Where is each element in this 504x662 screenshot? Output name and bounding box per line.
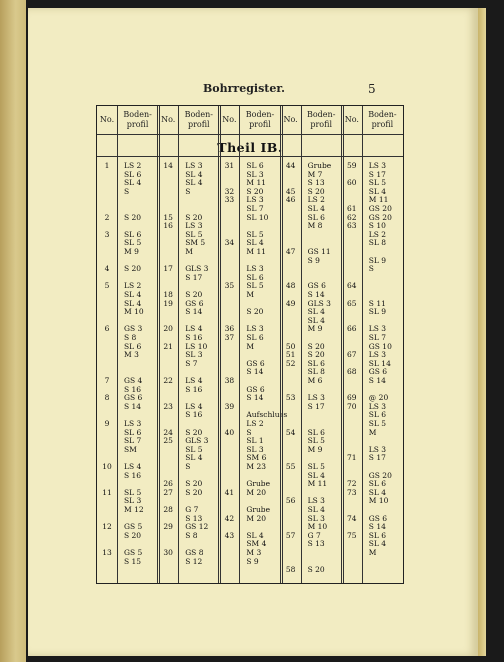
- profile-entry: SL 3: [185, 350, 203, 360]
- profile-entry: SL 14: [368, 358, 391, 368]
- profile-entry: GS 8: [185, 548, 204, 557]
- header-profile: [178, 110, 219, 130]
- profile-entry: S 11: [368, 298, 386, 308]
- profile-entry: S 8: [185, 530, 198, 540]
- profile-entry: SL 9: [368, 255, 387, 265]
- profile-entry: M 11: [246, 247, 266, 256]
- profile-entry: GS 5: [124, 522, 143, 532]
- profile-entry: SL 4: [185, 178, 203, 188]
- entry-number: 8: [104, 393, 110, 403]
- profile-entry: S 20: [307, 341, 325, 351]
- entry-number: 34: [224, 238, 235, 248]
- profile-entry: SL 6: [307, 427, 325, 437]
- entry-number: 32: [224, 186, 235, 196]
- entry-number: 71: [347, 453, 357, 463]
- profile-entry: SL 4: [124, 290, 142, 299]
- profile-entry: SM: [124, 444, 137, 454]
- profile-entry: SL 3: [246, 444, 264, 454]
- profile-entry: SL 5: [246, 229, 264, 239]
- profile-entry: S 17: [368, 169, 386, 179]
- entry-number: 40: [224, 427, 235, 437]
- profile-entry: S 20: [185, 212, 203, 222]
- profile-entry: M 11: [307, 479, 328, 489]
- profile-entry: GS 6: [368, 367, 388, 377]
- entry-number: 67: [347, 350, 357, 360]
- entry-number: 56: [285, 496, 296, 506]
- profile-entry: LS 3: [368, 324, 387, 334]
- profile-entry: S 16: [185, 333, 203, 342]
- entry-number: 11: [102, 487, 112, 497]
- profile-entry: S 16: [124, 470, 142, 480]
- profile-entry: GS 6: [368, 513, 388, 523]
- entry-number: 29: [163, 522, 173, 532]
- profile-entry: M: [368, 548, 377, 557]
- number-divider: [178, 106, 179, 583]
- profile-entry: S 20: [124, 212, 142, 222]
- profile-entry: S 10: [368, 221, 386, 231]
- profile-entry: GS 20: [368, 204, 392, 213]
- profile-entry: M 11: [368, 195, 389, 205]
- profile-entry: S 20: [246, 307, 264, 317]
- profile-entry: LS 3: [368, 350, 387, 360]
- profile-entry: S 9: [307, 255, 320, 265]
- profile-entry: LS 3: [124, 419, 142, 428]
- entry-number: 23: [163, 401, 173, 411]
- section-title: Theil IB.: [217, 140, 283, 155]
- profile-entry: LS 2: [246, 419, 264, 428]
- entry-number: 5: [104, 281, 110, 291]
- column-divider: [280, 106, 281, 583]
- number-divider: [117, 106, 118, 583]
- profile-entry: SM 5: [185, 238, 206, 248]
- profile-entry: S 13: [307, 539, 325, 549]
- header-no: No.: [161, 115, 176, 124]
- entry-number: 64: [347, 281, 357, 291]
- profile-entry: LS 4: [124, 462, 142, 471]
- profile-entry: SM 6: [246, 453, 267, 463]
- profile-entry: S 9: [246, 556, 259, 566]
- entry-number: 55: [285, 462, 296, 471]
- header-profile-line: profil: [249, 120, 271, 129]
- profile-entry: LS 4: [185, 324, 203, 334]
- profile-entry: SL 8: [368, 238, 387, 248]
- profile-entry: M: [246, 290, 255, 299]
- header-no: No.: [344, 115, 359, 124]
- register-table: [96, 105, 404, 584]
- entry-number: 70: [347, 401, 357, 411]
- profile-entry: M 3: [124, 350, 139, 360]
- entry-number: 7: [104, 376, 110, 385]
- entry-number: 37: [224, 333, 235, 342]
- profile-entry: SL 5: [368, 178, 387, 188]
- entry-number: 27: [163, 487, 173, 497]
- section-rule: [97, 156, 403, 157]
- entry-number: 43: [224, 530, 235, 540]
- profile-entry: S 20: [185, 427, 203, 437]
- profile-entry: SL 6: [246, 272, 264, 282]
- profile-entry: SL 6: [124, 169, 142, 179]
- page-number: 5: [368, 82, 376, 96]
- entry-number: 22: [163, 376, 173, 385]
- entry-number: 12: [102, 522, 112, 532]
- entry-number: 13: [102, 548, 112, 557]
- entry-number: 50: [285, 341, 296, 351]
- profile-entry: LS 3: [307, 496, 325, 506]
- profile-entry: SL 5: [124, 238, 142, 248]
- profile-entry: SL 9: [368, 307, 387, 317]
- profile-entry: SL 4: [307, 315, 325, 325]
- entry-number: 19: [163, 298, 173, 308]
- profile-entry: SL 4: [124, 178, 142, 188]
- profile-entry: S 20: [307, 186, 325, 196]
- profile-entry: SL 4: [307, 204, 325, 213]
- profile-entry: M 9: [307, 444, 323, 454]
- profile-entry: GS 6: [246, 384, 265, 394]
- entry-number: 46: [285, 195, 296, 205]
- profile-entry: S 20: [185, 479, 203, 489]
- profile-entry: SL 4: [307, 307, 325, 317]
- header-profile-line: profil: [187, 120, 210, 129]
- profile-entry: LS 3: [185, 161, 203, 170]
- profile-entry: M: [246, 341, 255, 351]
- profile-entry: LS 3: [246, 195, 264, 205]
- right-page-edge: [478, 8, 486, 656]
- profile-entry: SL 6: [368, 479, 387, 489]
- profile-entry: LS 3: [246, 324, 264, 334]
- profile-entry: S 16: [185, 384, 203, 394]
- entry-number: 54: [285, 427, 296, 437]
- entry-number: 60: [347, 178, 357, 188]
- profile-entry: LS 3: [368, 401, 387, 411]
- header-rule: [97, 134, 403, 135]
- entry-number: 18: [163, 290, 173, 299]
- profile-entry: S 16: [185, 410, 203, 420]
- profile-entry: SL 4: [368, 186, 387, 196]
- header-profile: [301, 110, 342, 130]
- profile-entry: GS 12: [185, 522, 209, 532]
- entry-number: 25: [163, 436, 173, 446]
- profile-entry: S 8: [124, 333, 137, 342]
- profile-entry: SL 5: [368, 419, 387, 428]
- profile-entry: S 17: [307, 401, 325, 411]
- profile-entry: S 14: [124, 401, 142, 411]
- entry-number: 69: [347, 393, 357, 403]
- entry-number: 73: [347, 487, 357, 497]
- profile-entry: GS 20: [368, 470, 392, 480]
- profile-entry: SL 5: [307, 462, 325, 471]
- entry-number: 72: [347, 479, 357, 489]
- profile-entry: SL 6: [246, 333, 264, 342]
- profile-entry: SL 6: [124, 229, 142, 239]
- profile-entry: SL 3: [246, 169, 264, 179]
- entry-number: 17: [163, 264, 173, 274]
- profile-entry: SL 4: [368, 487, 387, 497]
- profile-entry: Grube: [246, 505, 271, 514]
- number-divider: [362, 106, 363, 583]
- entry-number: 59: [347, 161, 357, 170]
- profile-entry: S 14: [246, 393, 264, 403]
- column-divider: [220, 106, 221, 583]
- profile-entry: SL 6: [124, 341, 142, 351]
- profile-entry: SL 1: [246, 436, 264, 446]
- entry-number: 57: [285, 530, 296, 540]
- entry-number: 75: [347, 530, 357, 540]
- header-profile-line: profil: [371, 120, 394, 129]
- entry-number: 4: [104, 264, 110, 274]
- profile-entry: M 9: [307, 324, 323, 334]
- profile-entry: S 20: [185, 290, 203, 299]
- header-profile-line: Boden-: [184, 110, 213, 119]
- profile-entry: M 12: [124, 505, 144, 514]
- profile-entry: LS 2: [307, 195, 325, 205]
- profile-entry: GLS 3: [185, 436, 209, 446]
- profile-entry: M: [368, 427, 377, 437]
- entry-number: 24: [163, 427, 173, 437]
- profile-entry: GS 20: [368, 212, 392, 222]
- profile-entry: G 7: [185, 505, 199, 514]
- profile-entry: LS 3: [185, 221, 203, 231]
- profile-entry: SL 4: [368, 539, 387, 549]
- profile-entry: S 12: [185, 556, 203, 566]
- profile-entry: LS 4: [185, 401, 203, 411]
- profile-entry: SL 4: [307, 470, 325, 480]
- profile-entry: S 13: [307, 178, 325, 188]
- profile-entry: S 20: [307, 350, 325, 360]
- entry-number: 41: [224, 487, 235, 497]
- header-no: No.: [99, 115, 115, 124]
- header-no: No.: [283, 115, 298, 124]
- profile-entry: SL 4: [185, 169, 203, 179]
- book-page: [28, 8, 478, 656]
- entry-number: 14: [163, 161, 173, 170]
- profile-entry: S 20: [185, 487, 203, 497]
- left-page-edge: [0, 0, 26, 662]
- profile-entry: G 7: [307, 530, 321, 540]
- header-no: No.: [222, 115, 237, 124]
- entry-number: 47: [285, 247, 296, 256]
- profile-entry: SL 5: [246, 281, 264, 291]
- profile-entry: LS 10: [185, 341, 208, 351]
- profile-entry: S 20: [124, 264, 142, 274]
- entry-number: 53: [285, 393, 296, 403]
- profile-entry: LS 3: [368, 444, 387, 454]
- profile-entry: LS 3: [307, 393, 325, 403]
- profile-entry: SL 5: [185, 444, 203, 454]
- profile-entry: GS 3: [124, 324, 143, 334]
- entry-number: 61: [347, 204, 357, 213]
- profile-entry: S: [368, 264, 374, 274]
- profile-entry: GS 6: [246, 358, 265, 368]
- profile-entry: SM 4: [246, 539, 267, 549]
- header-profile-line: profil: [126, 120, 149, 129]
- entry-number: 10: [102, 462, 112, 471]
- profile-entry: GLS 3: [307, 298, 331, 308]
- profile-entry: S 14: [246, 367, 264, 377]
- profile-entry: SL 8: [307, 367, 325, 377]
- profile-entry: S: [185, 462, 191, 471]
- profile-entry: SL 5: [124, 487, 142, 497]
- profile-entry: SL 3: [307, 513, 325, 523]
- header-profile: [239, 110, 280, 130]
- profile-entry: S 15: [124, 556, 142, 566]
- profile-entry: S 20: [124, 530, 142, 540]
- profile-entry: SL 6: [307, 212, 325, 222]
- entry-number: 65: [347, 298, 357, 308]
- entry-number: 36: [224, 324, 235, 334]
- profile-entry: SL 6: [307, 358, 325, 368]
- profile-entry: SL 6: [368, 410, 387, 420]
- profile-entry: LS 2: [124, 281, 142, 291]
- entry-number: 38: [224, 376, 235, 385]
- profile-entry: SL 3: [124, 496, 142, 506]
- profile-entry: S: [124, 186, 130, 196]
- profile-entry: M 10: [307, 522, 328, 532]
- entry-number: 51: [285, 350, 296, 360]
- profile-entry: M 23: [246, 462, 266, 471]
- entry-number: 39: [224, 401, 235, 411]
- number-divider: [301, 106, 302, 583]
- profile-entry: GLS 3: [185, 264, 209, 274]
- column-divider: [157, 106, 158, 583]
- profile-entry: M 10: [368, 496, 389, 506]
- profile-entry: M 7: [307, 169, 323, 179]
- entry-number: 9: [104, 419, 110, 428]
- entry-number: 6: [104, 324, 110, 334]
- profile-entry: LS 2: [124, 161, 142, 170]
- profile-entry: Aufschluss: [246, 410, 288, 420]
- profile-entry: SL 4: [246, 530, 264, 540]
- profile-entry: GS 6: [307, 281, 326, 291]
- profile-entry: S 14: [307, 290, 325, 299]
- profile-entry: S 14: [185, 307, 203, 317]
- profile-entry: S: [185, 186, 191, 196]
- entry-number: 62: [347, 212, 357, 222]
- profile-entry: Grube: [307, 161, 332, 170]
- profile-entry: SL 7: [368, 333, 387, 342]
- profile-entry: M 11: [246, 178, 266, 188]
- header-profile-line: Boden-: [306, 110, 336, 119]
- profile-entry: S 17: [185, 272, 203, 282]
- profile-entry: SL 5: [185, 229, 203, 239]
- profile-entry: SL 4: [307, 505, 325, 514]
- entry-number: 3: [104, 229, 110, 239]
- header-profile-line: Boden-: [368, 110, 397, 119]
- column-divider: [343, 106, 344, 583]
- column-divider: [341, 106, 342, 583]
- entry-number: 35: [224, 281, 235, 291]
- profile-entry: SL 7: [124, 436, 142, 446]
- entry-number: 49: [285, 298, 296, 308]
- entry-number: 68: [347, 367, 357, 377]
- entry-number: 2: [104, 212, 110, 222]
- entry-number: 21: [163, 341, 173, 351]
- entry-number: 15: [163, 212, 173, 222]
- entry-number: 42: [224, 513, 235, 523]
- entry-number: 30: [163, 548, 173, 557]
- profile-entry: S 20: [307, 565, 325, 575]
- profile-entry: M 3: [246, 548, 262, 557]
- profile-entry: SL 10: [246, 212, 269, 222]
- header-profile-line: Boden-: [245, 110, 275, 119]
- entry-number: 48: [285, 281, 296, 291]
- profile-entry: SL 5: [307, 436, 325, 446]
- profile-entry: @ 20: [368, 393, 389, 403]
- profile-entry: GS 6: [124, 393, 143, 403]
- profile-entry: M 8: [307, 221, 323, 231]
- entry-number: 1: [104, 161, 110, 170]
- profile-entry: S 7: [185, 358, 198, 368]
- entry-number: 66: [347, 324, 357, 334]
- entry-number: 52: [285, 358, 296, 368]
- profile-entry: S 20: [246, 186, 264, 196]
- header-profile: [362, 110, 403, 130]
- profile-entry: S 14: [368, 376, 386, 385]
- entry-number: 58: [285, 565, 296, 575]
- profile-entry: GS 6: [185, 298, 204, 308]
- profile-entry: SL 6: [368, 530, 387, 540]
- profile-entry: S 16: [124, 384, 142, 394]
- profile-entry: SL 7: [246, 204, 264, 213]
- profile-entry: S: [246, 427, 252, 437]
- profile-entry: GS 5: [124, 548, 143, 557]
- number-divider: [239, 106, 240, 583]
- profile-entry: M 10: [124, 307, 144, 317]
- header-profile-line: Boden-: [123, 110, 152, 119]
- entry-number: 16: [163, 221, 173, 231]
- entry-number: 74: [347, 513, 357, 523]
- entry-number: 20: [163, 324, 173, 334]
- profile-entry: SL 4: [124, 298, 142, 308]
- profile-entry: SL 4: [185, 453, 203, 463]
- profile-entry: M 6: [307, 376, 323, 385]
- entry-number: 31: [224, 161, 235, 170]
- profile-entry: S 14: [368, 522, 386, 532]
- header-profile-line: profil: [310, 120, 333, 129]
- profile-entry: LS 4: [185, 376, 203, 385]
- entry-number: 33: [224, 195, 235, 205]
- profile-entry: Grube: [246, 479, 271, 489]
- profile-entry: LS 3: [368, 161, 387, 170]
- profile-entry: SL 6: [246, 161, 264, 170]
- profile-entry: M 20: [246, 487, 266, 497]
- profile-entry: GS 10: [368, 341, 392, 351]
- profile-entry: LS 3: [246, 264, 264, 274]
- entry-number: 63: [347, 221, 357, 231]
- column-divider: [218, 106, 219, 583]
- running-title: Bohrregister.: [203, 82, 285, 95]
- entry-number: 26: [163, 479, 173, 489]
- profile-entry: S 17: [368, 453, 386, 463]
- entry-number: 44: [285, 161, 296, 170]
- profile-entry: SL 4: [246, 238, 264, 248]
- header-profile: [117, 110, 158, 130]
- profile-entry: GS 4: [124, 376, 143, 385]
- entry-number: 45: [285, 186, 296, 196]
- entry-number: 28: [163, 505, 173, 514]
- profile-entry: LS 2: [368, 229, 387, 239]
- profile-entry: S 13: [185, 513, 203, 523]
- profile-entry: SL 6: [124, 427, 142, 437]
- profile-entry: GS 11: [307, 247, 331, 256]
- profile-entry: M 9: [124, 247, 139, 256]
- profile-entry: M 20: [246, 513, 266, 523]
- profile-entry: M: [185, 247, 193, 256]
